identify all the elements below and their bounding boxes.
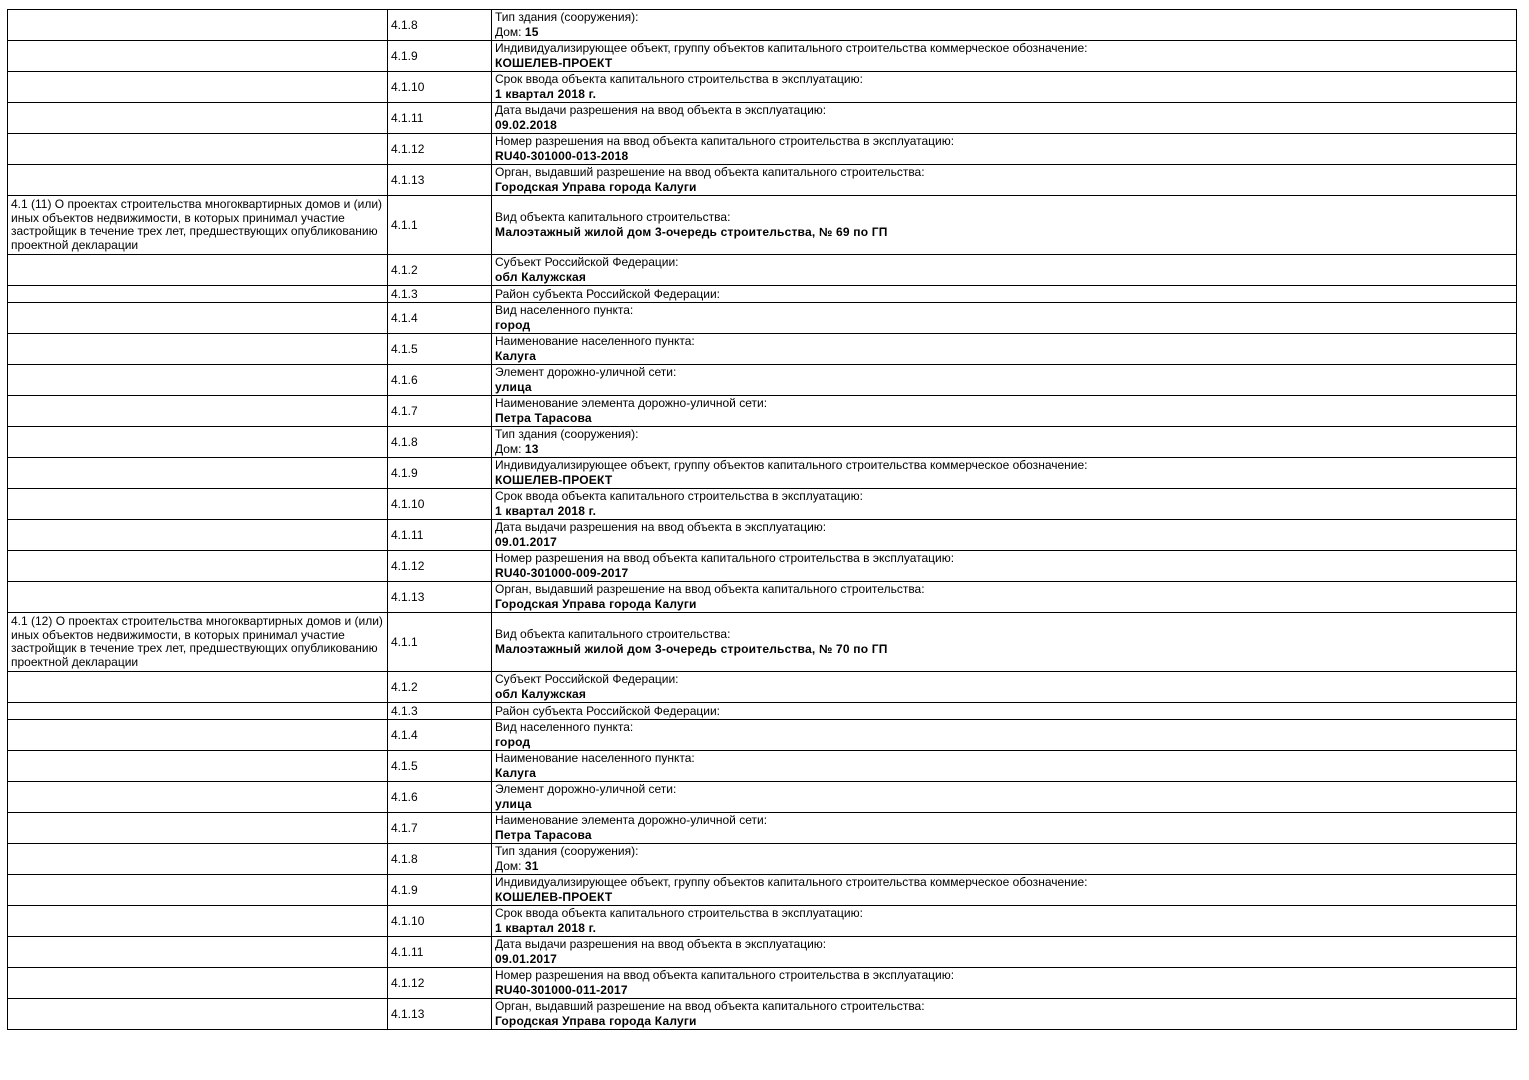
field-value-prefix: Дом: [495,859,525,873]
section-description-cell [8,520,388,551]
row-content-cell [492,334,1517,365]
row-number-cell: 4.1.6 [388,782,492,813]
field-label: Индивидуализирующее объект, группу объектов капитального строительства коммерческое обозначение: [495,458,1088,472]
row-content-cell [492,999,1517,1030]
field-value-text: 1 квартал 2018 г. [495,87,597,101]
field-value-text: 09.01.2017 [495,952,558,966]
section-description-cell [8,41,388,72]
table-row [8,334,1517,365]
field-label: Район субъекта Российской Федерации: [495,286,720,301]
section-description-cell [8,10,388,41]
section-description-cell [8,782,388,813]
field-label: Индивидуализирующее объект, группу объектов капитального строительства коммерческое обозначение: [495,41,1088,55]
table-row [8,906,1517,937]
table-row [8,41,1517,72]
field-value-text: город [495,318,531,332]
field-label: Вид населенного пункта: [495,303,634,317]
field-label: Наименование населенного пункта: [495,751,695,765]
table-row [8,134,1517,165]
table-row [8,582,1517,613]
section-description-cell [8,72,388,103]
field-label: Наименование населенного пункта: [495,334,695,348]
field-value-text: обл Калужская [495,687,587,701]
section-description-cell [8,703,388,720]
field-value-text: КОШЕЛЕВ-ПРОЕКТ [495,473,613,487]
row-content-cell [492,906,1517,937]
field-value-text: 09.02.2018 [495,118,558,132]
field-value-text: 13 [524,442,539,456]
row-content-cell [492,286,1517,303]
field-label: Тип здания (сооружения): [495,427,639,441]
row-number-cell: 4.1.1 [388,196,492,255]
declaration-table [7,9,1517,1030]
field-label: Район субъекта Российской Федерации: [495,703,720,718]
field-value-text: 1 квартал 2018 г. [495,504,597,518]
field-value [495,828,1513,843]
field-value-text: обл Калужская [495,270,587,284]
section-description-cell [8,303,388,334]
field-value [495,859,1513,874]
field-value-prefix: Дом: [495,442,525,456]
section-description-cell [8,844,388,875]
row-content-cell [492,427,1517,458]
field-label: Номер разрешения на ввод объекта капитального строительства в эксплуатацию: [495,551,955,565]
field-value [495,318,1513,333]
table-row [8,165,1517,196]
row-content-cell [492,165,1517,196]
row-content-cell [492,672,1517,703]
field-value-prefix: Дом: [495,25,525,39]
field-value [495,180,1513,195]
section-description-cell [8,672,388,703]
field-label: Дата выдачи разрешения на ввод объекта в эксплуатацию: [495,103,827,117]
field-value [495,687,1513,702]
row-content-cell [492,103,1517,134]
row-content-cell [492,255,1517,286]
field-label: Орган, выдавший разрешение на ввод объекта капитального строительства: [495,165,925,179]
row-content-cell [492,72,1517,103]
field-value [495,473,1513,488]
row-content-cell [492,813,1517,844]
field-value [495,149,1513,164]
row-number-cell: 4.1.9 [388,41,492,72]
table-row [8,782,1517,813]
row-number-cell: 4.1.13 [388,582,492,613]
table-row [8,703,1517,720]
row-number-cell: 4.1.7 [388,396,492,427]
row-content-cell [492,551,1517,582]
section-description-cell [8,582,388,613]
row-content-cell [492,844,1517,875]
section-description-cell [8,396,388,427]
field-value [495,118,1513,133]
table-row [8,613,1517,672]
section-description-cell [8,813,388,844]
row-number-cell: 4.1.3 [388,286,492,303]
row-number-cell: 4.1.5 [388,751,492,782]
field-label: Дата выдачи разрешения на ввод объекта в эксплуатацию: [495,937,827,951]
row-number-cell: 4.1.2 [388,255,492,286]
field-label: Индивидуализирующее объект, группу объектов капитального строительства коммерческое обозначение: [495,875,1088,889]
row-number-cell: 4.1.10 [388,489,492,520]
field-value [495,642,1513,657]
field-label: Вид объекта капитального строительства: [495,210,731,224]
row-number-cell: 4.1.8 [388,844,492,875]
row-number-cell: 4.1.7 [388,813,492,844]
section-description-cell [8,875,388,906]
row-number-cell: 4.1.2 [388,672,492,703]
table-row [8,196,1517,255]
field-label: Наименование элемента дорожно-уличной сети: [495,813,768,827]
field-label: Орган, выдавший разрешение на ввод объекта капитального строительства: [495,582,925,596]
section-description-cell [8,365,388,396]
row-number-cell: 4.1.13 [388,165,492,196]
table-row [8,937,1517,968]
field-value-text: Городская Управа города Калуги [495,1014,697,1028]
field-value [495,411,1513,426]
field-value [495,952,1513,967]
field-value [495,87,1513,102]
field-value-text: Малоэтажный жилой дом 3-очередь строительства, № 70 по ГП [495,642,888,656]
field-value [495,56,1513,71]
table-row [8,489,1517,520]
field-label: Элемент дорожно-уличной сети: [495,365,677,379]
field-value-text: 1 квартал 2018 г. [495,921,597,935]
field-value-text: Городская Управа города Калуги [495,597,697,611]
section-description-cell [8,134,388,165]
field-value-text: 31 [524,859,539,873]
field-label: Тип здания (сооружения): [495,844,639,858]
section-description-cell [8,906,388,937]
table-row [8,520,1517,551]
section-description-cell: 4.1 (11) О проектах строительства многоквартирных домов и (или) иных объектов недвижимости, в которых принимал участие застройщик в течение трех лет, предшествующих опубликованию проектной декларации [8,196,388,255]
table-row [8,255,1517,286]
row-number-cell: 4.1.4 [388,720,492,751]
row-number-cell: 4.1.8 [388,10,492,41]
field-value [495,597,1513,612]
section-description-cell [8,286,388,303]
section-description-cell [8,999,388,1030]
row-number-cell: 4.1.9 [388,875,492,906]
field-value [495,270,1513,285]
table-row [8,751,1517,782]
row-number-cell: 4.1.13 [388,999,492,1030]
table-row [8,999,1517,1030]
field-value [495,380,1513,395]
field-label: Номер разрешения на ввод объекта капитального строительства в эксплуатацию: [495,968,955,982]
row-number-cell: 4.1.1 [388,613,492,672]
section-description-cell [8,937,388,968]
table-row [8,813,1517,844]
field-value-text: город [495,735,531,749]
table-row [8,968,1517,999]
row-number-cell: 4.1.3 [388,703,492,720]
field-value [495,225,1513,240]
row-number-cell: 4.1.9 [388,458,492,489]
row-number-cell: 4.1.10 [388,906,492,937]
row-content-cell [492,134,1517,165]
field-label: Субъект Российской Федерации: [495,255,679,269]
row-number-cell: 4.1.10 [388,72,492,103]
field-value [495,890,1513,905]
row-number-cell: 4.1.12 [388,968,492,999]
field-value-text: КОШЕЛЕВ-ПРОЕКТ [495,890,613,904]
table-row [8,844,1517,875]
field-value-text: улица [495,797,532,811]
field-value [495,349,1513,364]
field-value [495,921,1513,936]
table-row [8,303,1517,334]
table-row [8,720,1517,751]
field-value-text: Калуга [495,766,537,780]
field-label: Вид объекта капитального строительства: [495,627,731,641]
field-value-text: КОШЕЛЕВ-ПРОЕКТ [495,56,613,70]
field-label: Вид населенного пункта: [495,720,634,734]
row-number-cell: 4.1.8 [388,427,492,458]
field-value-text: 15 [524,25,539,39]
field-value-text: RU40-301000-011-2017 [495,983,628,997]
row-content-cell [492,196,1517,255]
row-content-cell [492,875,1517,906]
section-description-cell [8,751,388,782]
field-label: Орган, выдавший разрешение на ввод объекта капитального строительства: [495,999,925,1013]
section-description-cell [8,165,388,196]
table-row [8,875,1517,906]
field-value [495,504,1513,519]
row-number-cell: 4.1.5 [388,334,492,365]
row-number-cell: 4.1.12 [388,551,492,582]
row-content-cell [492,703,1517,720]
row-content-cell [492,937,1517,968]
field-label: Тип здания (сооружения): [495,10,639,24]
field-value-text: Городская Управа города Калуги [495,180,697,194]
field-value-text: Малоэтажный жилой дом 3-очередь строительства, № 69 по ГП [495,225,888,239]
section-description-cell [8,489,388,520]
field-value-text: Калуга [495,349,537,363]
field-label: Дата выдачи разрешения на ввод объекта в эксплуатацию: [495,520,827,534]
section-description-cell [8,551,388,582]
row-content-cell [492,582,1517,613]
field-value [495,735,1513,750]
row-content-cell [492,365,1517,396]
field-value [495,797,1513,812]
field-value [495,442,1513,457]
section-description-cell [8,720,388,751]
table-row [8,365,1517,396]
row-content-cell [492,303,1517,334]
table-row [8,427,1517,458]
table-row [8,286,1517,303]
row-content-cell [492,41,1517,72]
row-number-cell: 4.1.4 [388,303,492,334]
table-row [8,10,1517,41]
field-value-text: улица [495,380,532,394]
field-value [495,766,1513,781]
row-content-cell [492,613,1517,672]
row-number-cell: 4.1.11 [388,103,492,134]
field-value-text: 09.01.2017 [495,535,558,549]
field-value-text: Петра Тарасова [495,828,592,842]
table-row [8,672,1517,703]
section-description-cell [8,103,388,134]
row-content-cell [492,968,1517,999]
section-description-cell [8,458,388,489]
row-content-cell [492,458,1517,489]
section-description-cell [8,334,388,365]
field-label: Срок ввода объекта капитального строительства в эксплуатацию: [495,906,863,920]
field-label: Субъект Российской Федерации: [495,672,679,686]
field-label: Срок ввода объекта капитального строительства в эксплуатацию: [495,72,863,86]
table-row [8,396,1517,427]
table-row [8,551,1517,582]
section-description-cell: 4.1 (12) О проектах строительства многоквартирных домов и (или) иных объектов недвижимости, в которых принимал участие застройщик в течение трех лет, предшествующих опубликованию проектной декларации [8,613,388,672]
row-number-cell: 4.1.11 [388,520,492,551]
field-value [495,1014,1513,1029]
row-number-cell: 4.1.11 [388,937,492,968]
field-value [495,566,1513,581]
row-number-cell: 4.1.12 [388,134,492,165]
table-row [8,103,1517,134]
table-row [8,72,1517,103]
row-content-cell [492,520,1517,551]
field-value [495,535,1513,550]
table-body [8,10,1517,1030]
section-description-cell [8,968,388,999]
row-content-cell [492,396,1517,427]
section-description-cell [8,427,388,458]
field-label: Номер разрешения на ввод объекта капитального строительства в эксплуатацию: [495,134,955,148]
row-content-cell [492,782,1517,813]
field-label: Элемент дорожно-уличной сети: [495,782,677,796]
field-value [495,25,1513,40]
row-content-cell [492,751,1517,782]
row-content-cell [492,720,1517,751]
row-content-cell [492,489,1517,520]
field-value-text: Петра Тарасова [495,411,592,425]
row-content-cell [492,10,1517,41]
field-label: Наименование элемента дорожно-уличной сети: [495,396,768,410]
section-description-cell [8,255,388,286]
field-value-text: RU40-301000-009-2017 [495,566,629,580]
table-row [8,458,1517,489]
field-value-text: RU40-301000-013-2018 [495,149,629,163]
field-value [495,983,1513,998]
row-number-cell: 4.1.6 [388,365,492,396]
field-label: Срок ввода объекта капитального строительства в эксплуатацию: [495,489,863,503]
